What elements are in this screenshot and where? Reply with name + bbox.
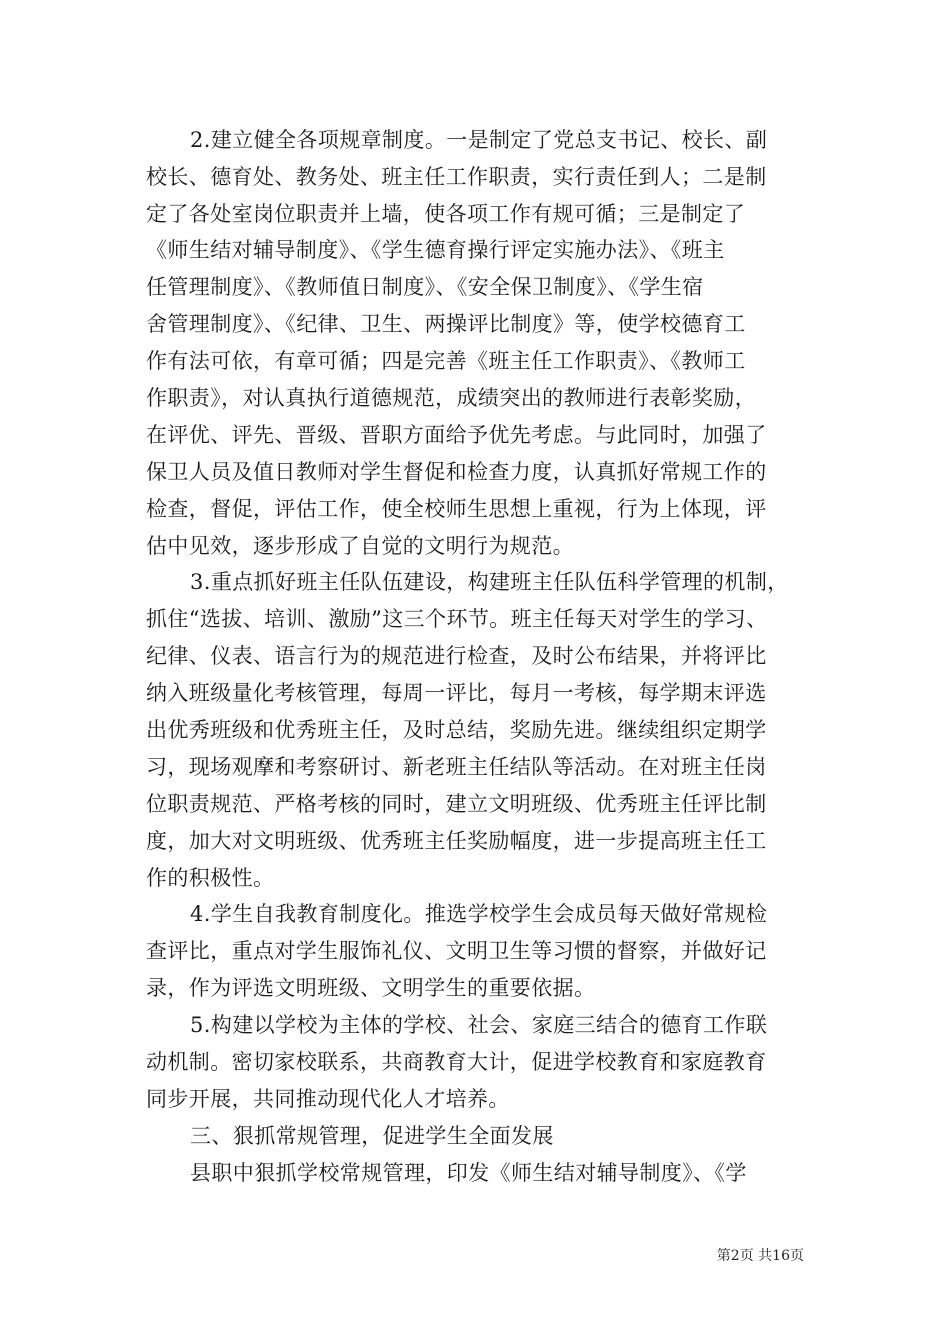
total-page-count: 16	[772, 1248, 790, 1264]
text-line: 2.建立健全各项规章制度。一是制定了党总支书记、校长、副	[190, 128, 768, 152]
text-line: 5.构建以学校为主体的学校、社会、家庭三结合的德育工作联	[190, 1013, 768, 1037]
text-line: 任管理制度》、《教师值日制度》、《安全保卫制度》、《学生宿	[146, 275, 704, 299]
text-line: 作有法可依，有章可循；四是完善《班主任工作职责》、《教师工	[146, 349, 746, 373]
text-line: 位职责规范、严格考核的同时，建立文明班级、优秀班主任评比制	[146, 792, 767, 816]
text-line: 纪律、仪表、语言行为的规范进行检查，及时公布结果，并将评比	[146, 644, 767, 668]
text-line: 4.学生自我教育制度化。推选学校学生会成员每天做好常规检	[190, 902, 768, 926]
text-line: 查评比，重点对学生服饰礼仪、文明卫生等习惯的督察，并做好记	[146, 939, 767, 963]
text-line: 定了各处室岗位职责并上墙，使各项工作有规可循；三是制定了	[146, 202, 746, 226]
text-line: 校长、德育处、教务处、班主任工作职责，实行责任到人；二是制	[146, 165, 767, 189]
text-line: 舍管理制度》、《纪律、卫生、两操评比制度》等，使学校德育工	[146, 312, 746, 336]
text-line: 作的积极性。	[146, 866, 275, 890]
text-line: 县职中狠抓学校常规管理，印发《师生结对辅导制度》、《学	[190, 1161, 747, 1185]
footer-prefix: 第	[716, 1248, 731, 1264]
text-line: 3.重点抓好班主任队伍建设，构建班主任队伍科学管理的机制，	[190, 570, 789, 594]
text-line: 抓住“选拔、培训、激励”这三个环节。班主任每天对学生的学习、	[146, 607, 768, 631]
footer-middle: 页 共	[739, 1248, 773, 1264]
text-line: 在评优、评先、晋级、晋职方面给予优先考虑。与此同时，加强了	[146, 423, 767, 447]
page-number-footer	[717, 1247, 804, 1265]
text-line: 同步开展，共同推动现代化人才培养。	[146, 1087, 510, 1111]
text-line: 度，加大对文明班级、优秀班主任奖励幅度，进一步提高班主任工	[146, 829, 767, 853]
text-line: 估中见效，逐步形成了自觉的文明行为规范。	[146, 534, 574, 558]
text-line: 检查，督促，评估工作，使全校师生思想上重视，行为上体现，评	[146, 497, 767, 521]
text-line: 录，作为评选文明班级、文明学生的重要依据。	[146, 976, 596, 1000]
text-line: 出优秀班级和优秀班主任，及时总结，奖励先进。继续组织定期学	[146, 718, 767, 742]
text-line: 习，现场观摩和考察研讨、新老班主任结队等活动。在对班主任岗	[146, 755, 767, 779]
text-line: 作职责》，对认真执行道德规范，成绩突出的教师进行表彰奖励，	[146, 386, 757, 410]
text-line: 《师生结对辅导制度》、《学生德育操行评定实施办法》、《班主	[146, 238, 725, 262]
text-line: 动机制。密切家校联系，共商教育大计，促进学校教育和家庭教育	[146, 1050, 767, 1074]
footer-suffix: 页	[790, 1248, 804, 1264]
current-page-number: 2	[730, 1248, 740, 1264]
section-heading: 三、狠抓常规管理，促进学生全面发展	[190, 1124, 554, 1148]
text-line: 纳入班级量化考核管理，每周一评比，每月一考核，每学期末评选	[146, 681, 767, 705]
text-line: 保卫人员及值日教师对学生督促和检查力度，认真抓好常规工作的	[146, 460, 767, 484]
